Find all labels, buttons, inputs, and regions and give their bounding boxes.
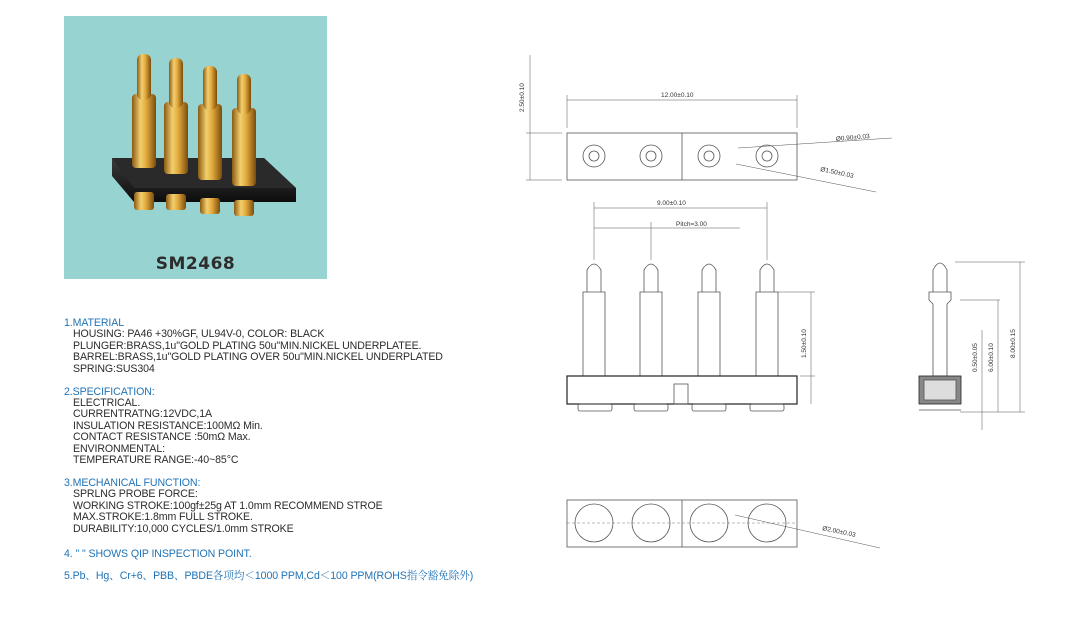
dim-pitch: Pitch=3.00 [676,221,707,228]
spec-line: ENVIRONMENTAL: [73,442,165,455]
dim-body: 6.00±0.10 [988,343,995,372]
mechanical-title: 3.MECHANICAL FUNCTION: [64,476,201,489]
product-photo [64,16,327,279]
dim-base: 0.50±0.05 [972,343,979,372]
material-plunger: PLUNGER:BRASS,1u"GOLD PLATING 50u"MIN.NICKEL UNDERPLATEE. [73,339,422,352]
material-title: 1.MATERIAL [64,317,125,329]
specification-section [64,387,504,467]
dim-plunger: 1.50±0.10 [801,329,808,358]
dim-length: 12.00±0.10 [661,92,694,99]
note-qip-inspection: 4. " " SHOWS QIP INSPECTION POINT. [64,547,252,560]
mechanical-section [64,478,504,535]
material-barrel: BARREL:BRASS,1u"GOLD PLATING OVER 50u"MIN.NICKEL UNDERPLATED [73,351,443,364]
pogo-pin-connector-image [64,16,327,279]
dim-height: 2.50±0.10 [519,83,526,112]
spec-line: CURRENTRATNG:12VDC,1A [73,408,212,421]
spec-line: CONTACT RESISTANCE :50mΩ Max. [73,431,251,444]
specification-text [64,318,504,583]
dim-span: 9.00±0.10 [657,200,686,207]
dim-barrel: Ø2.00±0.03 [821,525,857,540]
dim-total: 8.00±0.15 [1010,329,1017,358]
specification-title: 2.SPECIFICATION: [64,385,155,398]
spec-line: INSULATION RESISTANCE:100MΩ Min. [73,419,263,432]
dim-pad: Ø1.50±0.03 [819,166,855,181]
model-label: SM2468 [155,254,236,274]
front-view [567,202,815,411]
material-spring: SPRING:SUS304 [73,362,155,375]
technical-drawing [505,40,1075,560]
bottom-view [567,500,880,548]
material-housing: HOUSING: PA46 +30%GF, UL94V-0, COLOR: BLACK [73,328,325,341]
mech-line: SPRLNG PROBE FORCE: [73,488,198,501]
mech-line: WORKING STROKE:100gf±25g AT 1.0mm RECOMMEND STROE [73,499,383,512]
spec-line: TEMPERATURE RANGE:-40~85°C [73,453,239,466]
spec-line: ELECTRICAL. [73,396,141,409]
dim-hole: Ø0.90±0.03 [835,133,870,143]
mech-line: DURABILITY:10,000 CYCLES/1.0mm STROKE [73,522,294,535]
material-section [64,318,504,375]
mech-line: MAX.STROKE:1.8mm FULL STROKE. [73,511,253,524]
note-rohs: 5.Pb、Hg、Cr+6、PBB、PBDE各项均＜1000 PPM,Cd＜100 PPM(ROHS指令豁免除外) [64,570,474,583]
